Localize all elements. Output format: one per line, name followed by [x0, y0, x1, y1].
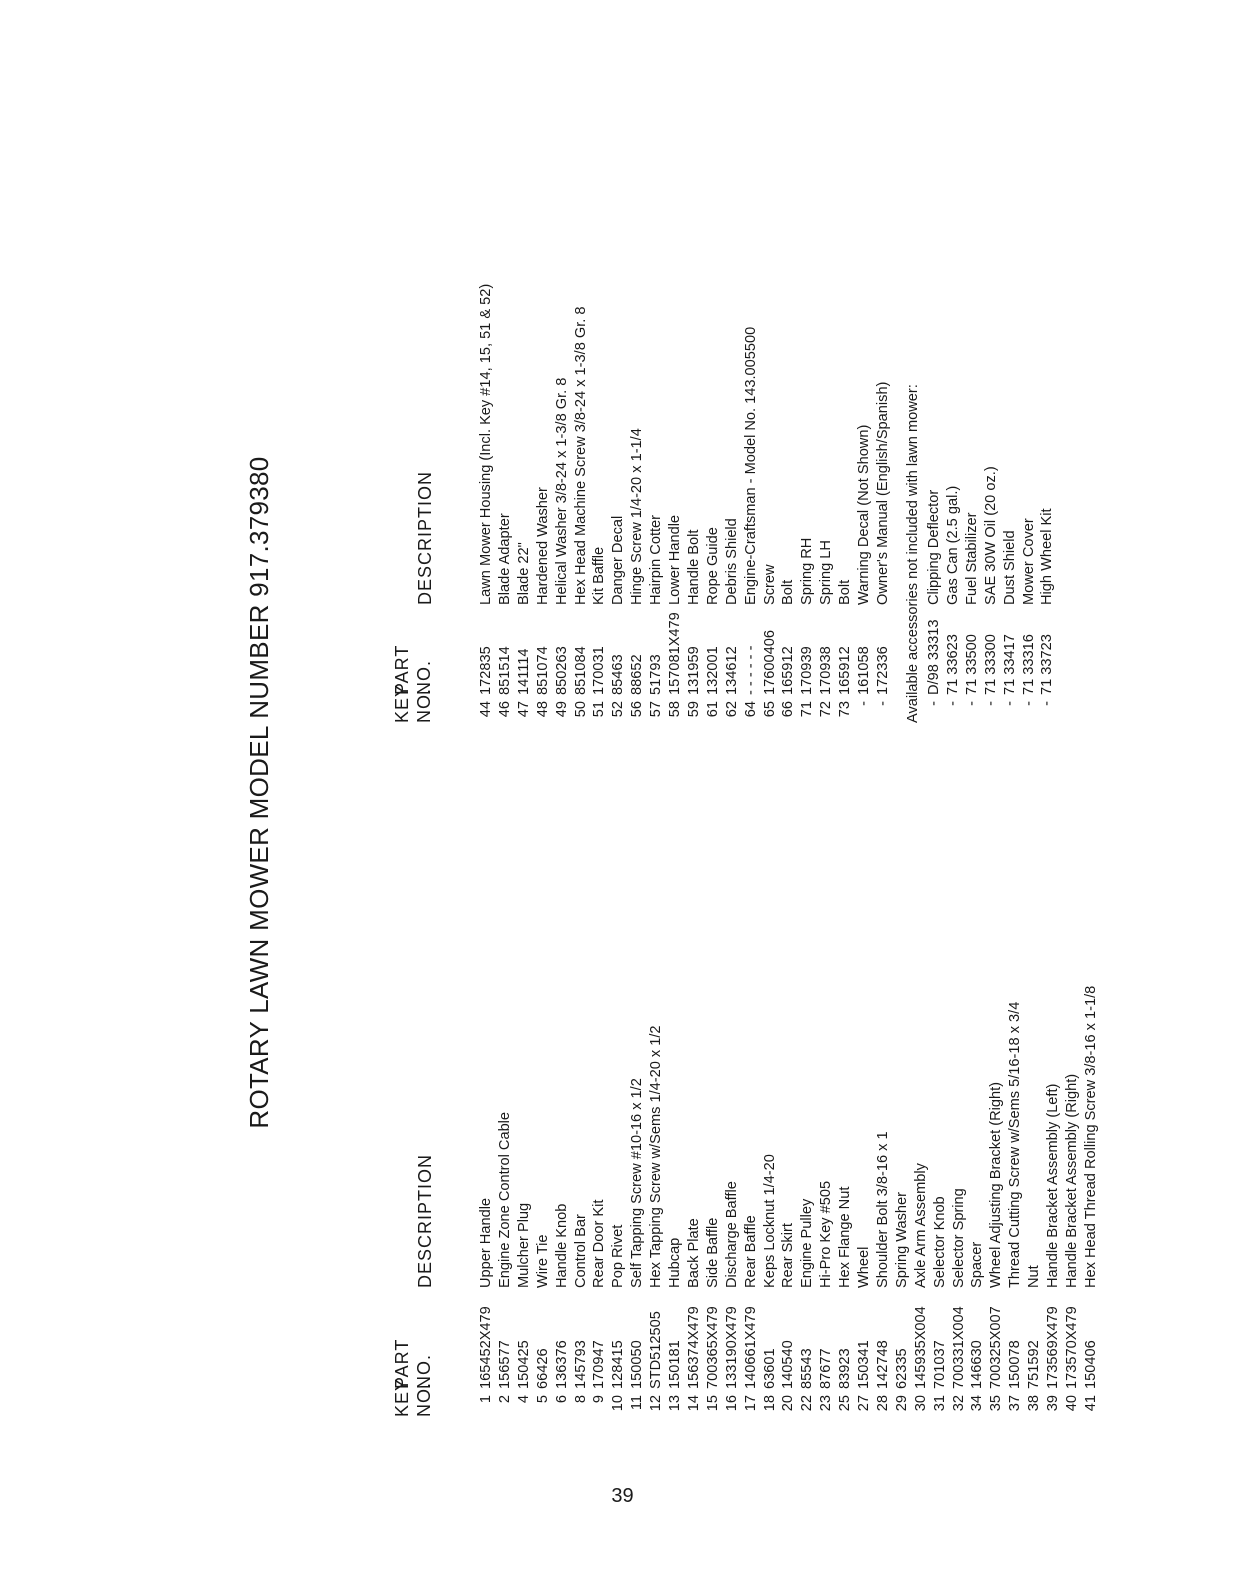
key-cell: - [944, 701, 961, 706]
description-cell: Shoulder Bolt 3/8-16 x 1 [874, 1131, 891, 1288]
key-cell: - [926, 701, 942, 706]
key-cell: 9 [591, 1395, 608, 1404]
part-cell: 700365X479 [704, 1306, 721, 1389]
description-cell: Control Bar [572, 1214, 589, 1288]
part-cell: 150425 [515, 1340, 532, 1389]
description-cell: Owner's Manual (English/Spanish) [874, 381, 891, 605]
part-cell: 173570X479 [1063, 1306, 1080, 1389]
description-cell: Engine-Craftsman - Model No. 143.005500 [742, 326, 759, 605]
description-cell: Bolt [780, 579, 797, 605]
description-cell: Handle Bolt [685, 529, 702, 605]
part-cell: 63601 [761, 1348, 778, 1389]
accessories-heading: Available accessories not included with lawn mower: [905, 384, 921, 723]
part-cell: 71 33300 [982, 634, 999, 695]
key-cell: 16 [723, 1395, 740, 1412]
right-part-header [391, 645, 435, 695]
part-cell: 62335 [893, 1348, 910, 1389]
part-cell: D/98 33313 [926, 619, 942, 695]
part-cell: 142748 [874, 1340, 891, 1389]
part-cell: 751592 [1026, 1340, 1043, 1389]
key-cell: 18 [761, 1395, 778, 1412]
description-cell: Handle Bracket Assembly (Left) [1045, 1083, 1061, 1288]
part-cell: 71 33316 [1020, 634, 1037, 695]
part-cell: 128415 [610, 1340, 627, 1389]
description-cell: Hex Head Machine Screw 3/8-24 x 1-3/8 Gr. 8 [572, 306, 589, 605]
left-part-header [391, 1339, 435, 1389]
part-cell: 165912 [780, 646, 797, 695]
description-cell: Gas Can (2.5 gal.) [944, 485, 961, 605]
part-cell: STD512505 [648, 1311, 665, 1389]
description-cell: Engine Zone Control Cable [496, 1111, 513, 1288]
part-cell: 700331X004 [950, 1306, 967, 1389]
part-cell: 150050 [629, 1340, 646, 1389]
description-cell: Hex Flange Nut [837, 1186, 854, 1288]
key-cell: 32 [950, 1395, 967, 1412]
description-cell: Hex Head Thread Rolling Screw 3/8-16 x 1-1/8 [1082, 985, 1099, 1288]
key-cell: 66 [780, 701, 797, 718]
key-cell: 40 [1063, 1395, 1080, 1412]
key-cell: 4 [515, 1395, 532, 1404]
description-cell: Spacer [969, 1241, 986, 1288]
key-cell: 59 [685, 701, 702, 718]
key-cell: 29 [893, 1395, 910, 1412]
description-cell: Hi-Pro Key #505 [818, 1180, 835, 1288]
description-cell: Clipping Deflector [926, 489, 942, 605]
key-cell: - [963, 701, 980, 706]
description-cell: Hubcap [667, 1237, 683, 1288]
key-cell: 62 [723, 701, 740, 718]
key-header-line1: KEY [392, 1377, 412, 1417]
description-cell: Lower Handle [667, 514, 683, 605]
key-cell: 56 [629, 701, 646, 718]
description-cell: Rear Baffle [742, 1215, 759, 1288]
part-cell: 85543 [799, 1348, 816, 1389]
part-cell: 71 33723 [1039, 634, 1056, 695]
key-cell: 34 [969, 1395, 986, 1412]
description-cell: Wheel Adjusting Bracket (Right) [988, 1081, 1005, 1288]
key-cell: 13 [667, 1395, 683, 1412]
key-header-line2: NO. [414, 1381, 434, 1417]
part-cell: 136376 [553, 1340, 570, 1389]
part-cell: 83923 [837, 1348, 854, 1389]
part-cell: 170031 [591, 646, 608, 695]
key-cell: 48 [534, 701, 551, 718]
key-cell: - [1039, 701, 1056, 706]
description-cell: Discharge Baffle [723, 1181, 740, 1288]
description-cell: Axle Arm Assembly [912, 1163, 929, 1288]
key-cell: 10 [610, 1395, 627, 1412]
part-cell: 88652 [629, 654, 646, 695]
page-number: 39 [611, 1485, 634, 1507]
page-title: ROTARY LAWN MOWER MODEL NUMBER 917.379380 [244, 456, 274, 1129]
description-cell: Upper Handle [478, 1197, 494, 1288]
key-cell: 5 [534, 1395, 551, 1404]
description-cell: Engine Pulley [799, 1198, 816, 1288]
key-cell: 20 [780, 1395, 797, 1412]
description-cell: Selector Knob [931, 1196, 948, 1288]
part-cell: - - - - - - [742, 645, 759, 695]
key-cell: 31 [931, 1395, 948, 1412]
description-cell: Side Baffle [704, 1217, 721, 1288]
part-cell: 157081X479 [667, 612, 683, 695]
part-header-line1: PART [392, 644, 412, 695]
key-cell: 1 [478, 1395, 494, 1404]
part-cell: 71 33417 [1001, 634, 1018, 695]
part-header-line1: PART [392, 1338, 412, 1389]
description-cell: Wire Tie [534, 1234, 551, 1288]
description-cell: Rear Skirt [780, 1223, 797, 1288]
description-cell: Wheel [856, 1246, 872, 1288]
key-cell: - [1020, 701, 1037, 706]
key-cell: 46 [496, 701, 513, 718]
part-cell: 173569X479 [1045, 1306, 1061, 1389]
part-cell: 851514 [496, 646, 513, 695]
part-cell: 71 33623 [944, 634, 961, 695]
key-cell: 2 [496, 1395, 513, 1404]
part-cell: 141114 [515, 648, 532, 695]
key-cell: 12 [648, 1395, 665, 1412]
part-cell: 133190X479 [723, 1306, 740, 1389]
part-cell: 140661X479 [742, 1306, 759, 1389]
part-cell: 150078 [1007, 1340, 1024, 1389]
description-cell: Hinge Screw 1/4-20 x 1-1/4 [629, 428, 646, 605]
key-cell: - [874, 701, 891, 706]
part-cell: 161058 [856, 646, 872, 695]
description-cell: Hex Tapping Screw w/Sems 1/4-20 x 1/2 [648, 1025, 665, 1288]
part-cell: 156577 [496, 1340, 513, 1389]
key-cell: 71 [799, 701, 816, 718]
part-header-line2: NO. [414, 659, 434, 695]
description-cell: Self Tapping Screw #10-16 x 1/2 [629, 1078, 646, 1288]
key-header-line2: NO. [414, 687, 434, 723]
part-cell: 85463 [610, 654, 627, 695]
part-header-line2: NO. [414, 1353, 434, 1389]
part-cell: 132001 [704, 646, 721, 695]
part-cell: 66426 [534, 1348, 551, 1389]
part-cell: 851084 [572, 646, 589, 695]
description-cell: Fuel Stabilizer [963, 512, 980, 605]
key-cell: 8 [572, 1395, 589, 1404]
key-cell: 23 [818, 1395, 835, 1412]
key-cell: 49 [553, 701, 570, 718]
description-cell: Keps Locknut 1/4-20 [761, 1154, 778, 1288]
part-cell: 51793 [648, 654, 665, 695]
part-cell: 851074 [534, 646, 551, 695]
key-cell: 44 [478, 701, 494, 718]
description-cell: Nut [1026, 1265, 1043, 1288]
description-cell: Screw [761, 564, 778, 605]
description-cell: Pop Rivet [610, 1224, 627, 1288]
key-cell: 39 [1045, 1395, 1061, 1412]
left-description-header: DESCRIPTION [415, 1153, 435, 1288]
key-cell: 38 [1026, 1395, 1043, 1412]
key-cell: - [1001, 701, 1018, 706]
key-cell: 25 [837, 1395, 854, 1412]
description-cell: Blade Adapter [496, 513, 513, 605]
key-cell: 37 [1007, 1395, 1024, 1412]
key-cell: 51 [591, 701, 608, 718]
description-cell: Handle Bracket Assembly (Right) [1063, 1073, 1080, 1288]
description-cell: Mower Cover [1020, 518, 1037, 605]
key-cell: 72 [818, 701, 835, 718]
description-cell: Bolt [837, 579, 854, 605]
key-cell: 17 [742, 1395, 759, 1412]
key-cell: 11 [629, 1395, 646, 1411]
part-cell: 134612 [723, 646, 740, 695]
part-cell: 700325X007 [988, 1306, 1005, 1389]
part-cell: 87677 [818, 1348, 835, 1389]
key-cell: 65 [761, 701, 778, 718]
key-cell: - [982, 701, 999, 706]
description-cell: SAE 30W Oil (20 oz.) [982, 466, 999, 605]
description-cell: Mulcher Plug [515, 1202, 532, 1288]
key-cell: 35 [988, 1395, 1005, 1412]
key-cell: 30 [912, 1395, 929, 1412]
description-cell: Warning Decal (Not Shown) [856, 424, 872, 605]
key-cell: 64 [742, 701, 759, 718]
description-cell: Hardened Washer [534, 487, 551, 605]
description-cell: Back Plate [685, 1218, 702, 1288]
description-cell: Blade 22" [515, 542, 532, 605]
key-header-line1: KEY [392, 683, 412, 723]
description-cell: Dust Shield [1001, 530, 1018, 605]
key-cell: 61 [704, 701, 721, 718]
part-cell: 701037 [931, 1340, 948, 1389]
part-cell: 131959 [685, 646, 702, 695]
key-cell: 28 [874, 1395, 891, 1412]
description-cell: Spring Washer [893, 1192, 910, 1288]
part-cell: 165452X479 [478, 1306, 494, 1389]
part-cell: 17600406 [761, 630, 778, 695]
description-cell: Spring LH [818, 540, 835, 605]
part-cell: 145793 [572, 1340, 589, 1389]
part-cell: 150341 [856, 1340, 872, 1389]
part-cell: 850263 [553, 646, 570, 695]
description-cell: Thread Cutting Screw w/Sems 5/16-18 x 3/4 [1007, 1001, 1024, 1288]
key-cell: - [856, 701, 872, 706]
description-cell: Handle Knob [553, 1203, 570, 1288]
part-cell: 150181 [667, 1340, 683, 1389]
part-cell: 170938 [818, 646, 835, 695]
part-cell: 165912 [837, 646, 854, 695]
part-cell: 145935X004 [912, 1306, 929, 1389]
key-cell: 73 [837, 701, 854, 718]
key-cell: 41 [1082, 1395, 1099, 1412]
part-cell: 140540 [780, 1340, 797, 1389]
description-cell: Hairpin Cotter [648, 514, 665, 605]
description-cell: Kit Baffle [591, 546, 608, 605]
part-cell: 150406 [1082, 1340, 1099, 1389]
part-cell: 170947 [591, 1340, 608, 1389]
key-cell: 15 [704, 1395, 721, 1412]
part-cell: 172336 [874, 646, 891, 695]
description-cell: Danger Decal [610, 515, 627, 605]
right-description-header: DESCRIPTION [415, 470, 435, 605]
description-cell: Selector Spring [950, 1188, 967, 1288]
key-cell: 50 [572, 701, 589, 718]
key-cell: 14 [685, 1395, 702, 1412]
part-cell: 71 33500 [963, 634, 980, 695]
key-cell: 27 [856, 1395, 872, 1412]
key-cell: 58 [667, 701, 683, 718]
description-cell: Helical Washer 3/8-24 x 1-3/8 Gr. 8 [553, 377, 570, 605]
description-cell: Rope Guide [704, 527, 721, 605]
description-cell: Rear Door Kit [591, 1199, 608, 1288]
key-cell: 47 [515, 701, 532, 718]
description-cell: Lawn Mower Housing (Incl. Key #14, 15, 51 & 52) [478, 283, 494, 605]
part-cell: 172835 [478, 646, 494, 695]
key-cell: 6 [553, 1395, 570, 1404]
description-cell: High Wheel Kit [1039, 508, 1056, 605]
key-cell: 22 [799, 1395, 816, 1412]
description-cell: Debris Shield [723, 518, 740, 605]
description-cell: Spring RH [799, 537, 816, 605]
part-cell: 156374X479 [685, 1306, 702, 1389]
part-cell: 146630 [969, 1340, 986, 1389]
part-cell: 170939 [799, 646, 816, 695]
key-cell: 52 [610, 701, 627, 718]
key-cell: 57 [648, 701, 665, 718]
